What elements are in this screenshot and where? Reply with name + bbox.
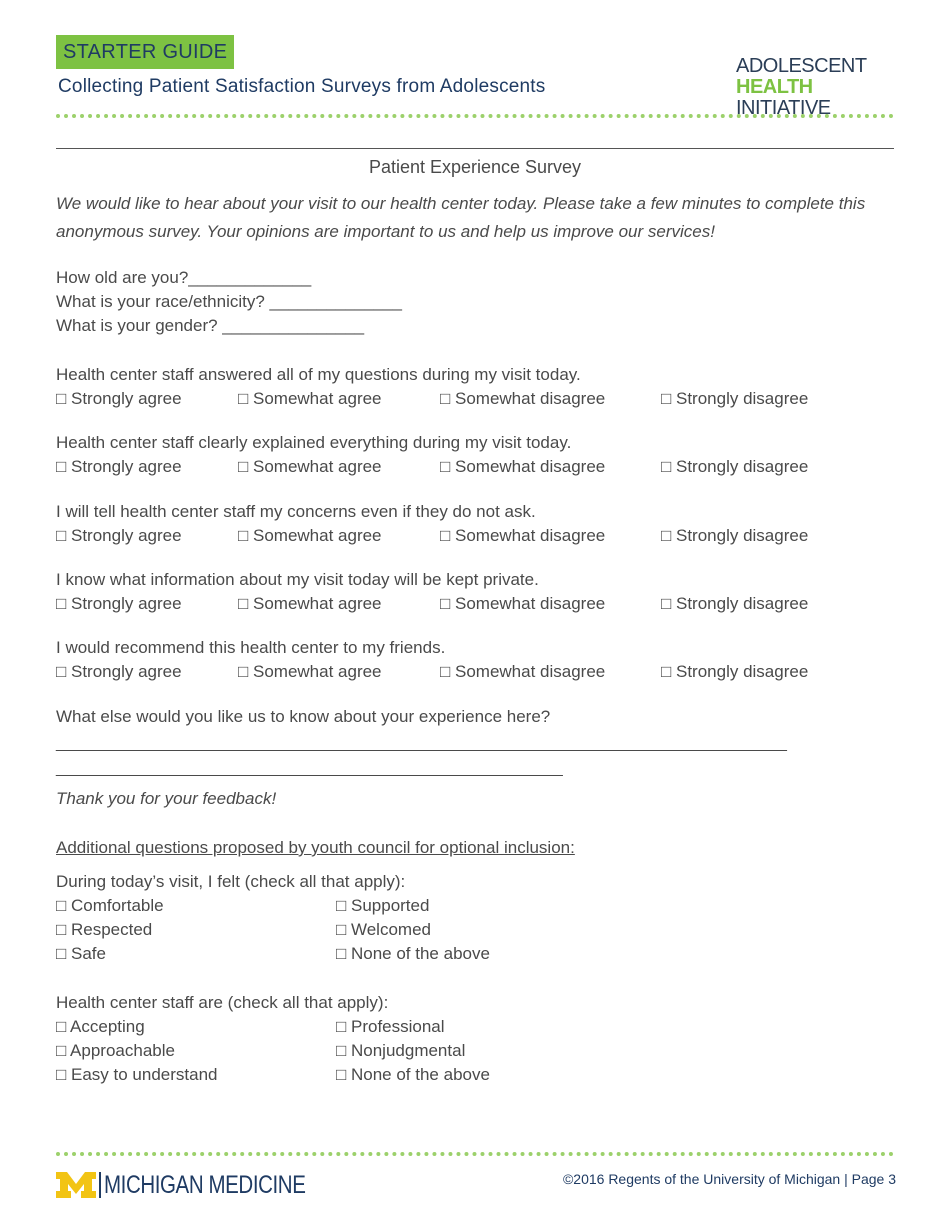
logo-line-adolescent: ADOLESCENT: [736, 55, 867, 77]
footer-dotted-divider: [56, 1152, 894, 1156]
option-strongly-disagree[interactable]: □ Strongly disagree: [661, 594, 809, 613]
option-somewhat-disagree[interactable]: □ Somewhat disagree: [440, 662, 606, 681]
option-comfortable[interactable]: □ Comfortable: [56, 896, 164, 915]
staff-question: Health center staff are (check all that apply):: [56, 993, 389, 1012]
option-accepting[interactable]: □ Accepting: [56, 1017, 145, 1036]
likert-row-4: [56, 592, 896, 616]
likert-row-3: [56, 524, 896, 548]
demographic-gender: What is your gender? _______________: [56, 316, 365, 335]
block-m-icon: [56, 1170, 96, 1200]
statement-1: Health center staff answered all of my questions during my visit today.: [56, 365, 581, 384]
header-dotted-divider: [56, 114, 894, 118]
option-welcomed[interactable]: □ Welcomed: [336, 920, 431, 939]
option-strongly-disagree[interactable]: □ Strongly disagree: [661, 457, 809, 476]
adolescent-health-initiative-logo: [736, 56, 896, 119]
starter-guide-badge: STARTER GUIDE: [56, 35, 234, 69]
likert-row-5: [56, 660, 896, 684]
option-somewhat-disagree[interactable]: □ Somewhat disagree: [440, 389, 606, 408]
option-somewhat-disagree[interactable]: □ Somewhat disagree: [440, 594, 606, 613]
survey-top-rule: [56, 148, 894, 149]
guide-subtitle: Collecting Patient Satisfaction Surveys from Adolescents: [58, 76, 546, 97]
option-somewhat-agree[interactable]: □ Somewhat agree: [238, 662, 382, 681]
option-somewhat-agree[interactable]: □ Somewhat agree: [238, 457, 382, 476]
answer-line-1[interactable]: ________________________________________________________________________________________: [56, 735, 787, 752]
open-question: What else would you like us to know about your experience here?: [56, 707, 551, 726]
option-respected[interactable]: □ Respected: [56, 920, 153, 939]
logo-word-initiative: INITIATIVE: [736, 97, 831, 119]
footer-copyright: ©2016 Regents of the University of Michigan | Page 3: [562, 1171, 896, 1187]
likert-row-2: [56, 455, 896, 479]
option-strongly-disagree[interactable]: □ Strongly disagree: [661, 389, 809, 408]
statement-3: I will tell health center staff my concerns even if they do not ask.: [56, 502, 536, 521]
option-somewhat-disagree[interactable]: □ Somewhat disagree: [440, 526, 606, 545]
option-strongly-agree[interactable]: □ Strongly agree: [56, 457, 182, 476]
option-strongly-agree[interactable]: □ Strongly agree: [56, 389, 182, 408]
option-somewhat-agree[interactable]: □ Somewhat agree: [238, 526, 382, 545]
option-strongly-agree[interactable]: □ Strongly agree: [56, 526, 182, 545]
additional-questions-heading: Additional questions proposed by youth council for optional inclusion:: [56, 838, 575, 857]
option-professional[interactable]: □ Professional: [336, 1017, 445, 1036]
option-strongly-agree[interactable]: □ Strongly agree: [56, 662, 182, 681]
option-easy-to-understand[interactable]: □ Easy to understand: [56, 1065, 218, 1084]
statement-5: I would recommend this health center to my friends.: [56, 638, 446, 657]
statement-2: Health center staff clearly explained everything during my visit today.: [56, 433, 572, 452]
michigan-medicine-logo-text: MICHIGAN MEDICINE: [104, 1171, 306, 1199]
survey-title: Patient Experience Survey: [368, 157, 582, 177]
survey-intro: We would like to hear about your visit to our health center today. Please take a few minutes to complete this anonymous survey. Your opinions are important to us and help us improve our services!: [56, 194, 866, 241]
option-none-of-the-above-felt[interactable]: □ None of the above: [336, 944, 490, 963]
felt-question: During today’s visit, I felt (check all that apply):: [56, 872, 406, 891]
statement-4: I know what information about my visit today will be kept private.: [56, 570, 539, 589]
option-somewhat-agree[interactable]: □ Somewhat agree: [238, 594, 382, 613]
option-none-of-the-above-staff[interactable]: □ None of the above: [336, 1065, 490, 1084]
option-nonjudgmental[interactable]: □ Nonjudgmental: [336, 1041, 466, 1060]
option-strongly-disagree[interactable]: □ Strongly disagree: [661, 662, 809, 681]
answer-line-2[interactable]: _____________________________________________________________: [56, 760, 563, 777]
demographic-race: What is your race/ethnicity? ______________: [56, 292, 402, 311]
option-strongly-disagree[interactable]: □ Strongly disagree: [661, 526, 809, 545]
option-approachable[interactable]: □ Approachable: [56, 1041, 175, 1060]
footer-divider-bar: [99, 1172, 101, 1198]
logo-word-health: HEALTH: [736, 76, 813, 98]
option-safe[interactable]: □ Safe: [56, 944, 106, 963]
demographic-age: How old are you?_____________: [56, 268, 312, 287]
option-somewhat-agree[interactable]: □ Somewhat agree: [238, 389, 382, 408]
option-somewhat-disagree[interactable]: □ Somewhat disagree: [440, 457, 606, 476]
option-strongly-agree[interactable]: □ Strongly agree: [56, 594, 182, 613]
thank-you-note: Thank you for your feedback!: [56, 789, 277, 808]
option-supported[interactable]: □ Supported: [336, 896, 430, 915]
likert-row-1: [56, 387, 896, 411]
logo-line-health-initiative: [736, 77, 896, 119]
